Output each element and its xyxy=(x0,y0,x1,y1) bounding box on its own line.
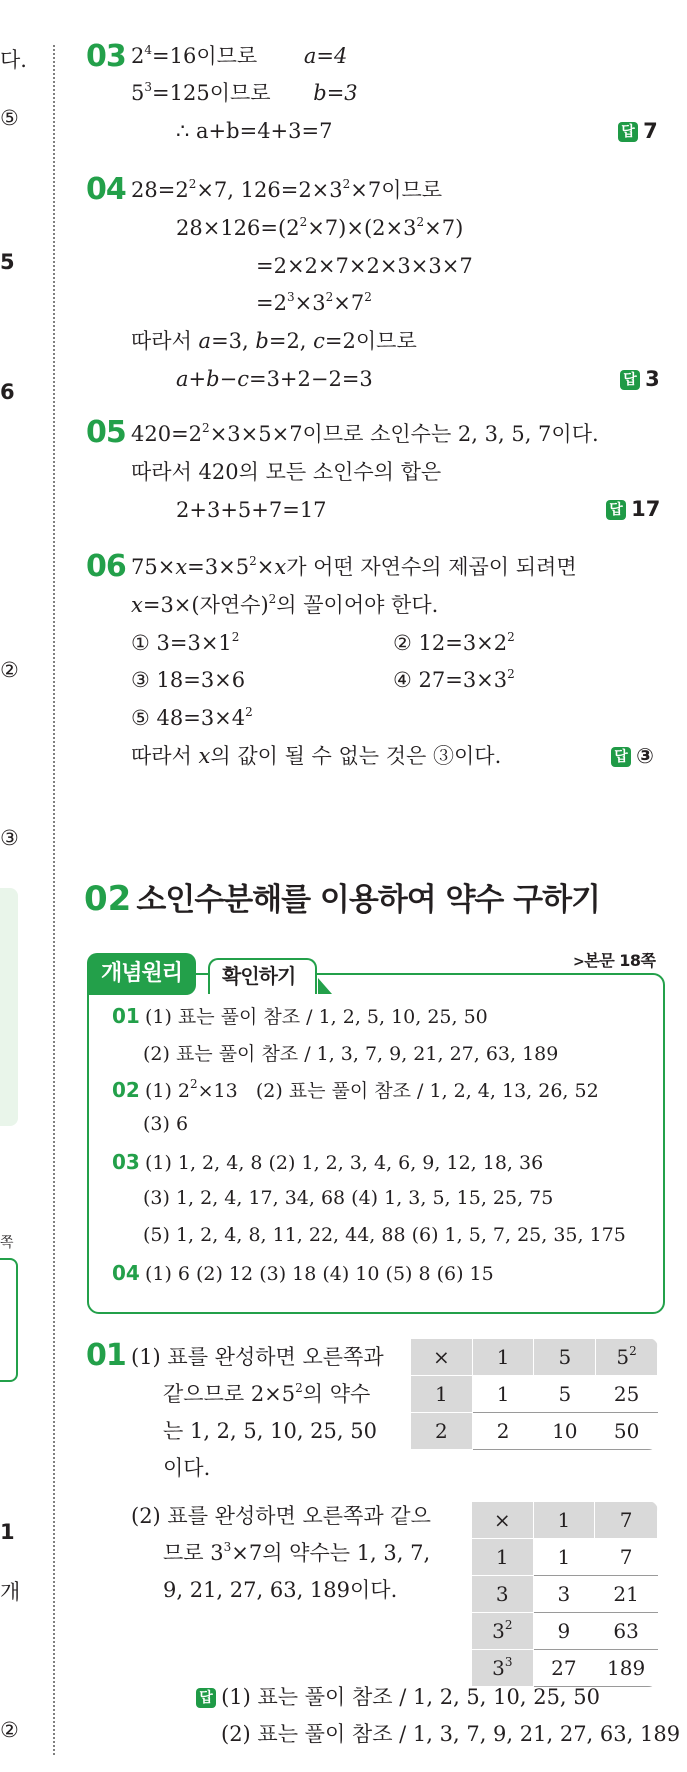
table-cell: 27 xyxy=(533,1650,595,1687)
q06-option-2: ② $12=3\times 2^2$ xyxy=(393,630,515,655)
table-cell: × xyxy=(411,1339,473,1376)
q05-line2: 따라서 420의 모든 소인수의 합은 xyxy=(131,460,442,484)
concept-row: 03 (1) 1, 2, 4, 8 (2) 1, 2, 3, 4, 6, 9, 12, 18, 36 xyxy=(112,1150,544,1174)
table-cell: 21 xyxy=(595,1576,658,1613)
q01-p1-line: 이다. xyxy=(163,1456,211,1480)
concept-row: 04 (1) 6 (2) 12 (3) 18 (4) 10 (5) 8 (6) 15 xyxy=(112,1261,494,1285)
q01-p1-line: 는 1, 2, 5, 10, 25, 50 xyxy=(163,1419,377,1443)
check-tab-label: 확인하기 xyxy=(208,958,317,994)
q06-option-4: ④ $27=3\times 3^2$ xyxy=(393,667,515,692)
concept-row: (5) 1, 2, 4, 8, 11, 22, 44, 88 (6) 1, 5, 7, 25, 35, 175 xyxy=(143,1224,626,1246)
left-fragment-7: 쪽 xyxy=(0,1235,14,1251)
table-cell: 2 xyxy=(472,1413,534,1450)
table-cell: 2 xyxy=(411,1413,473,1450)
q04-line3: =2×2×7×2×3×3×7 xyxy=(256,254,473,278)
left-outline-box xyxy=(0,1258,18,1382)
q06-line2: x=3×(자연수)$^2$의 꼴이어야 한다. xyxy=(131,592,439,617)
table-cell: 5 xyxy=(534,1376,596,1413)
q01-p2-line: 므로 $3^3\times 7$의 약수는 1, 3, 7, xyxy=(163,1540,431,1565)
answer: 답 ③ xyxy=(611,744,654,768)
section-heading xyxy=(84,874,600,919)
concept-row: (2) 표는 풀이 참조 / 1, 3, 7, 9, 21, 27, 63, 189 xyxy=(143,1043,559,1065)
q05-line3: 2+3+5+7=17 xyxy=(176,498,327,522)
concept-tab-label: 개념원리 xyxy=(87,953,196,995)
answer: 답 3 xyxy=(620,367,660,391)
left-green-box xyxy=(0,888,18,1126)
problem-number: 04 xyxy=(86,172,126,207)
problem-number: 01 xyxy=(86,1338,126,1373)
table-cell: $3^3$ xyxy=(472,1650,534,1687)
answer-badge: 답 xyxy=(606,500,626,520)
q01-p2-line: 9, 21, 27, 63, 189이다. xyxy=(163,1578,398,1602)
answer-badge: 답 xyxy=(618,122,638,142)
table-cell: 7 xyxy=(595,1502,658,1539)
q04-line2: $28\times 126=(2^2\times 7)\times(2\times 3^2\times 7)$ xyxy=(176,215,464,240)
left-fragment-9: 개 xyxy=(0,1580,21,1604)
problem-number: 06 xyxy=(86,549,126,584)
q03-line3: ∴ a+b=4+3=7 xyxy=(176,119,333,143)
table-cell: 5 xyxy=(534,1339,596,1376)
left-fragment-10: ② xyxy=(0,1718,19,1742)
table-cell: 7 xyxy=(595,1539,658,1576)
concept-row: 01 (1) 표는 풀이 참조 / 1, 2, 5, 10, 25, 50 xyxy=(112,1004,488,1028)
answer-badge: 답 xyxy=(611,747,631,767)
table-cell: × xyxy=(472,1502,534,1539)
q06-option-1: ① $3=3\times 1^2$ xyxy=(131,630,240,655)
left-fragment-1: 다. xyxy=(0,48,27,72)
left-fragment-3: 5 xyxy=(0,250,15,274)
page-reference: >본문 18쪽 xyxy=(573,951,656,970)
table-cell: 1 xyxy=(533,1502,595,1539)
q06-line1: $75\times x=3\times 5^2\times x$가 어떤 자연수의 제곱이 되려면 xyxy=(131,554,577,579)
table-cell: 1 xyxy=(472,1539,534,1576)
q04-line5: 따라서 a=3, b=2, c=2이므로 xyxy=(131,329,417,353)
table-cell: 25 xyxy=(596,1376,658,1413)
left-fragment-6: ③ xyxy=(0,826,19,850)
table-cell: 1 xyxy=(533,1539,595,1576)
section-number: 02 xyxy=(84,879,132,919)
q04-line1: $28=2^2\times 7$, $126=2\times 3^2\times 7$이므로 xyxy=(131,177,443,202)
answer-line-2: (2) 표는 풀이 참조 / 1, 3, 7, 9, 21, 27, 63, 189 xyxy=(221,1722,681,1746)
q03-line2: $5^3=125$이므로 b=3 xyxy=(131,80,358,105)
answer: 답 7 xyxy=(618,119,658,143)
problem-number: 05 xyxy=(86,415,126,450)
table-cell: 1 xyxy=(411,1376,473,1413)
multiplication-table-1 xyxy=(410,1338,658,1450)
q01-p1-line: (1) 표를 완성하면 오른쪽과 xyxy=(131,1345,384,1369)
q06-conclusion: 따라서 x의 값이 될 수 없는 것은 ③이다. xyxy=(131,744,502,768)
multiplication-table-2 xyxy=(471,1501,658,1687)
table-cell: 3 xyxy=(533,1576,595,1613)
concept-row: (3) 6 xyxy=(143,1113,189,1135)
left-fragment-2: ⑤ xyxy=(0,106,19,130)
table-cell: 1 xyxy=(472,1376,534,1413)
table-cell: 1 xyxy=(472,1339,534,1376)
q06-option-5: ⑤ $48=3\times 4^2$ xyxy=(131,705,253,730)
concept-row: (3) 1, 2, 4, 17, 34, 68 (4) 1, 3, 5, 15, 25, 75 xyxy=(143,1187,554,1209)
table-cell: 50 xyxy=(596,1413,658,1450)
tab-arrow-icon xyxy=(318,978,332,994)
left-fragment-4: 6 xyxy=(0,380,15,404)
table-cell: $3^2$ xyxy=(472,1613,534,1650)
q03-line1: $2^4=16$이므로 a=4 xyxy=(131,43,348,68)
answer: 답 (1) 표는 풀이 참조 / 1, 2, 5, 10, 25, 50 xyxy=(196,1687,600,1708)
q01-p2-line: (2) 표를 완성하면 오른쪽과 같으 xyxy=(131,1504,431,1528)
problem-number: 03 xyxy=(86,39,126,74)
q06-option-3: ③ 18=3×6 xyxy=(131,668,246,692)
concept-row: 02 (1) $2^2\times 13$ (2) 표는 풀이 참조 / 1, 2, 4, 13, 26, 52 xyxy=(112,1077,599,1102)
table-cell: 189 xyxy=(595,1650,658,1687)
column-divider xyxy=(53,45,55,1755)
q04-line4: $=2^3\times 3^2\times 7^2$ xyxy=(256,290,372,315)
table-cell: 9 xyxy=(533,1613,595,1650)
table-cell: $5^2$ xyxy=(596,1339,658,1376)
answer-badge: 답 xyxy=(196,1688,216,1708)
q01-p1-line: 같으므로 $2\times 5^2$의 약수 xyxy=(163,1381,371,1406)
left-fragment-8: 1 xyxy=(0,1520,15,1544)
q05-line1: $420=2^2\times 3\times 5\times 7$이므로 소인수는 2, 3, 5, 7이다. xyxy=(131,421,599,446)
table-cell: 3 xyxy=(472,1576,534,1613)
section-title: 소인수분해를 이용하여 약수 구하기 xyxy=(136,882,600,918)
table-cell: 63 xyxy=(595,1613,658,1650)
left-fragment-5: ② xyxy=(0,658,19,682)
q04-line6: a+b−c=3+2−2=3 xyxy=(176,367,373,391)
answer: 답 17 xyxy=(606,497,660,521)
answer-badge: 답 xyxy=(620,370,640,390)
table-cell: 10 xyxy=(534,1413,596,1450)
